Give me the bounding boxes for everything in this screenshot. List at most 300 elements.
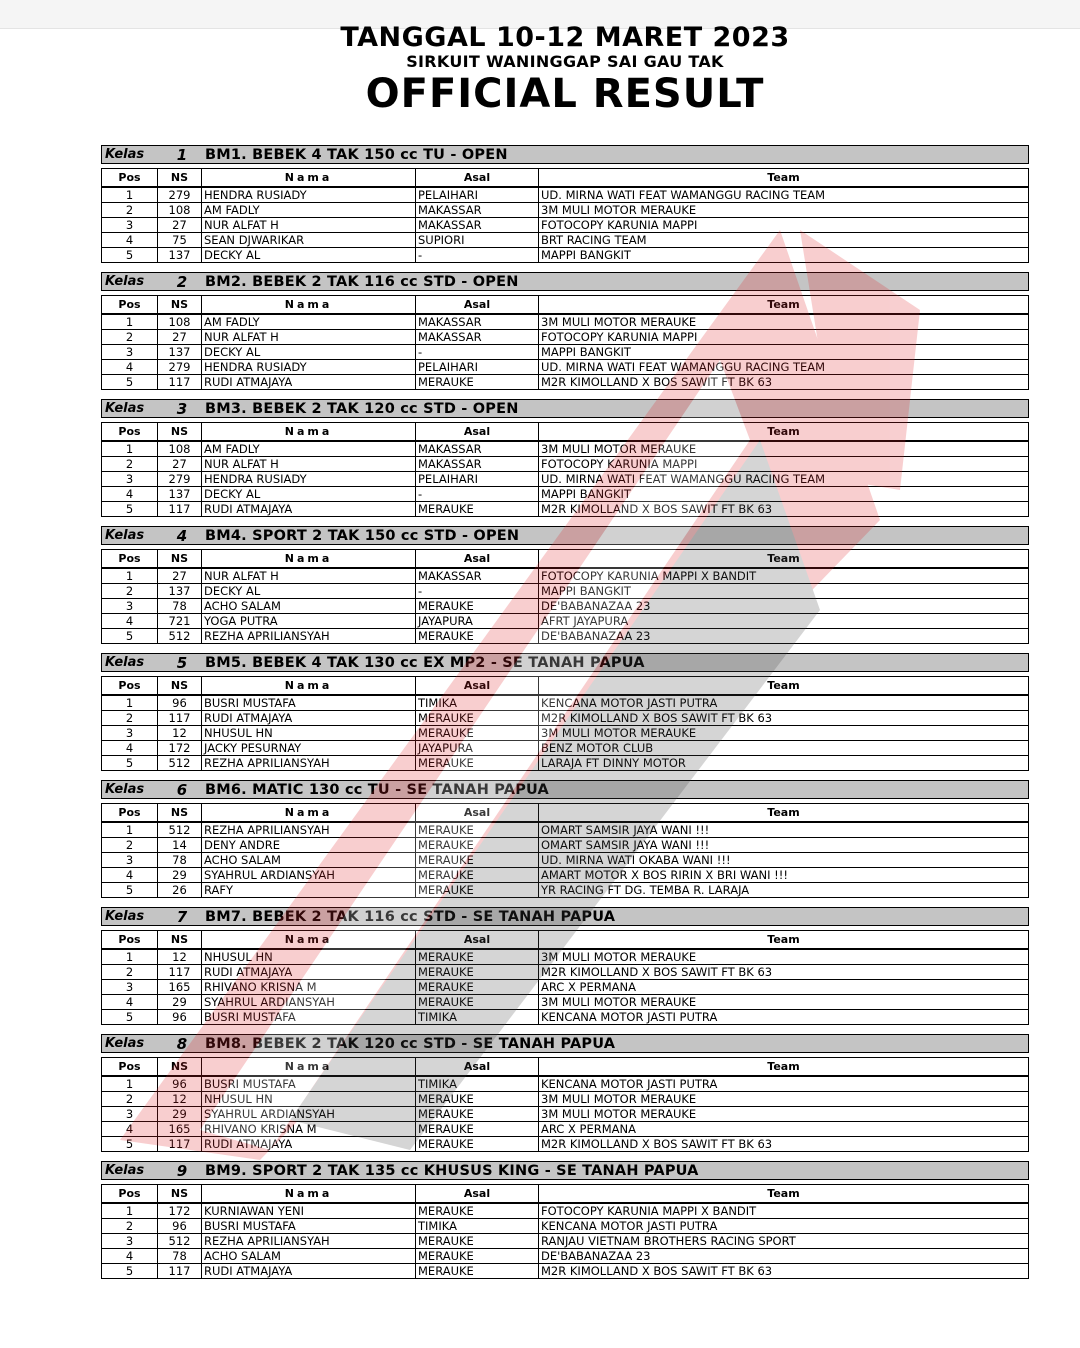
table-row bbox=[102, 457, 1029, 472]
cell-pos: 3 bbox=[102, 345, 158, 360]
cell-ns: 279 bbox=[158, 187, 202, 203]
cell-asal: MAKASSAR bbox=[416, 457, 539, 472]
cell-pos: 2 bbox=[102, 838, 158, 853]
cell-ns: 117 bbox=[158, 1264, 202, 1279]
cell-asal: PELAIHARI bbox=[416, 360, 539, 375]
col-ns: NS bbox=[158, 550, 202, 569]
cell-ns: 75 bbox=[158, 233, 202, 248]
col-team: Team bbox=[539, 677, 1029, 696]
col-team: Team bbox=[539, 550, 1029, 569]
cell-pos: 3 bbox=[102, 1234, 158, 1249]
cell-pos: 3 bbox=[102, 218, 158, 233]
cell-ns: 117 bbox=[158, 502, 202, 517]
col-pos: Pos bbox=[102, 804, 158, 823]
kelas-label: Kelas bbox=[105, 909, 145, 924]
col-ns: NS bbox=[158, 296, 202, 315]
kelas-block bbox=[101, 272, 1029, 399]
cell-nama: SYAHRUL ARDIANSYAH bbox=[202, 995, 416, 1010]
cell-ns: 279 bbox=[158, 360, 202, 375]
cell-team: FOTOCOPY KARUNIA MAPPI X BANDIT bbox=[539, 568, 1029, 584]
cell-team: KENCANA MOTOR JASTI PUTRA bbox=[539, 1219, 1029, 1234]
cell-nama: NUR ALFAT H bbox=[202, 457, 416, 472]
kelas-label: Kelas bbox=[105, 401, 145, 416]
cell-pos: 4 bbox=[102, 487, 158, 502]
table-row bbox=[102, 853, 1029, 868]
cell-pos: 4 bbox=[102, 614, 158, 629]
cell-asal: MERAUKE bbox=[416, 1122, 539, 1137]
results-table bbox=[101, 168, 1029, 263]
document-title: OFFICIAL RESULT bbox=[365, 71, 765, 117]
cell-nama: REZHA APRILIANSYAH bbox=[202, 756, 416, 771]
cell-nama: AM FADLY bbox=[202, 314, 416, 330]
cell-nama: RAFY bbox=[202, 883, 416, 898]
kelas-label: Kelas bbox=[105, 1163, 145, 1178]
cell-pos: 4 bbox=[102, 233, 158, 248]
cell-ns: 27 bbox=[158, 457, 202, 472]
cell-pos: 3 bbox=[102, 599, 158, 614]
table-row bbox=[102, 868, 1029, 883]
col-team: Team bbox=[539, 804, 1029, 823]
kelas-number: 6 bbox=[176, 780, 188, 799]
kelas-block bbox=[101, 907, 1029, 1034]
cell-pos: 1 bbox=[102, 314, 158, 330]
table-row bbox=[102, 1219, 1029, 1234]
cell-pos: 5 bbox=[102, 375, 158, 390]
cell-pos: 1 bbox=[102, 568, 158, 584]
cell-asal: MAKASSAR bbox=[416, 314, 539, 330]
cell-ns: 96 bbox=[158, 1076, 202, 1092]
kelas-name: BM4. SPORT 2 TAK 150 cc STD - OPEN bbox=[205, 527, 520, 544]
table-row bbox=[102, 883, 1029, 898]
cell-pos: 4 bbox=[102, 741, 158, 756]
kelas-label: Kelas bbox=[105, 1036, 145, 1051]
cell-team: AMART MOTOR X BOS RIRIN X BRI WANI !!! bbox=[539, 868, 1029, 883]
cell-asal: MERAUKE bbox=[416, 822, 539, 838]
cell-pos: 4 bbox=[102, 1249, 158, 1264]
cell-team: MAPPI BANGKIT bbox=[539, 345, 1029, 360]
kelas-name: BM3. BEBEK 2 TAK 120 cc STD - OPEN bbox=[205, 400, 519, 417]
table-row bbox=[102, 248, 1029, 263]
cell-ns: 12 bbox=[158, 726, 202, 741]
cell-nama: DECKY AL bbox=[202, 584, 416, 599]
table-header-row bbox=[102, 1185, 1029, 1204]
table-row bbox=[102, 1010, 1029, 1025]
col-ns: NS bbox=[158, 677, 202, 696]
table-header-row bbox=[102, 423, 1029, 442]
col-ns: NS bbox=[158, 804, 202, 823]
cell-pos: 5 bbox=[102, 248, 158, 263]
col-ns: NS bbox=[158, 1185, 202, 1204]
results-table bbox=[101, 676, 1029, 771]
table-row bbox=[102, 822, 1029, 838]
cell-ns: 137 bbox=[158, 584, 202, 599]
col-pos: Pos bbox=[102, 677, 158, 696]
cell-team: RANJAU VIETNAM BROTHERS RACING SPORT bbox=[539, 1234, 1029, 1249]
cell-asal: MAKASSAR bbox=[416, 218, 539, 233]
cell-asal: MERAUKE bbox=[416, 868, 539, 883]
cell-team: BENZ MOTOR CLUB bbox=[539, 741, 1029, 756]
table-row bbox=[102, 995, 1029, 1010]
kelas-header bbox=[101, 1034, 1029, 1053]
cell-ns: 108 bbox=[158, 314, 202, 330]
cell-asal: TIMIKA bbox=[416, 1010, 539, 1025]
cell-ns: 78 bbox=[158, 599, 202, 614]
results-sheet bbox=[101, 145, 1029, 1288]
cell-ns: 512 bbox=[158, 822, 202, 838]
kelas-name: BM9. SPORT 2 TAK 135 cc KHUSUS KING - SE TANAH PAPUA bbox=[205, 1162, 699, 1179]
cell-team: FOTOCOPY KARUNIA MAPPI X BANDIT bbox=[539, 1203, 1029, 1219]
cell-asal: MERAUKE bbox=[416, 838, 539, 853]
cell-asal: JAYAPURA bbox=[416, 614, 539, 629]
cell-ns: 12 bbox=[158, 1092, 202, 1107]
cell-asal: PELAIHARI bbox=[416, 472, 539, 487]
col-nama: Nama bbox=[202, 677, 416, 696]
cell-ns: 137 bbox=[158, 345, 202, 360]
kelas-header bbox=[101, 399, 1029, 418]
kelas-header bbox=[101, 526, 1029, 545]
table-row bbox=[102, 218, 1029, 233]
kelas-label: Kelas bbox=[105, 655, 145, 670]
kelas-name: BM7. BEBEK 2 TAK 116 cc STD - SE TANAH PAPUA bbox=[205, 908, 616, 925]
cell-ns: 29 bbox=[158, 1107, 202, 1122]
cell-pos: 2 bbox=[102, 1219, 158, 1234]
cell-team: M2R KIMOLLAND X BOS SAWIT FT BK 63 bbox=[539, 502, 1029, 517]
table-row bbox=[102, 756, 1029, 771]
cell-nama: YOGA PUTRA bbox=[202, 614, 416, 629]
cell-team: 3M MULI MOTOR MERAUKE bbox=[539, 203, 1029, 218]
kelas-header bbox=[101, 145, 1029, 164]
cell-pos: 1 bbox=[102, 1076, 158, 1092]
cell-asal: MERAUKE bbox=[416, 726, 539, 741]
cell-team: AFRT JAYAPURA bbox=[539, 614, 1029, 629]
col-team: Team bbox=[539, 296, 1029, 315]
cell-team: LARAJA FT DINNY MOTOR bbox=[539, 756, 1029, 771]
col-nama: Nama bbox=[202, 1185, 416, 1204]
kelas-header bbox=[101, 1161, 1029, 1180]
kelas-header bbox=[101, 653, 1029, 672]
col-asal: Asal bbox=[416, 1185, 539, 1204]
cell-asal: MERAUKE bbox=[416, 853, 539, 868]
table-row bbox=[102, 949, 1029, 965]
cell-ns: 96 bbox=[158, 1010, 202, 1025]
kelas-number: 5 bbox=[176, 653, 188, 672]
table-row bbox=[102, 965, 1029, 980]
table-row bbox=[102, 1137, 1029, 1152]
results-table bbox=[101, 549, 1029, 644]
kelas-header bbox=[101, 907, 1029, 926]
table-row bbox=[102, 360, 1029, 375]
cell-pos: 3 bbox=[102, 980, 158, 995]
col-pos: Pos bbox=[102, 931, 158, 950]
kelas-block bbox=[101, 1034, 1029, 1161]
col-nama: Nama bbox=[202, 804, 416, 823]
col-asal: Asal bbox=[416, 1058, 539, 1077]
cell-ns: 117 bbox=[158, 711, 202, 726]
kelas-block bbox=[101, 399, 1029, 526]
col-team: Team bbox=[539, 169, 1029, 188]
cell-team: DE'BABANAZAA 23 bbox=[539, 599, 1029, 614]
table-header-row bbox=[102, 931, 1029, 950]
table-row bbox=[102, 1076, 1029, 1092]
col-pos: Pos bbox=[102, 1058, 158, 1077]
cell-team: MAPPI BANGKIT bbox=[539, 487, 1029, 502]
kelas-name: BM5. BEBEK 4 TAK 130 cc EX MP2 - SE TANAH PAPUA bbox=[205, 654, 645, 671]
kelas-name: BM2. BEBEK 2 TAK 116 cc STD - OPEN bbox=[205, 273, 519, 290]
cell-asal: MERAUKE bbox=[416, 375, 539, 390]
kelas-number: 9 bbox=[176, 1161, 188, 1180]
cell-pos: 5 bbox=[102, 502, 158, 517]
cell-ns: 117 bbox=[158, 375, 202, 390]
table-row bbox=[102, 233, 1029, 248]
cell-pos: 1 bbox=[102, 822, 158, 838]
cell-ns: 78 bbox=[158, 853, 202, 868]
kelas-block bbox=[101, 780, 1029, 907]
cell-nama: JACKY PESURNAY bbox=[202, 741, 416, 756]
col-nama: Nama bbox=[202, 1058, 416, 1077]
table-row bbox=[102, 980, 1029, 995]
cell-pos: 5 bbox=[102, 1010, 158, 1025]
cell-pos: 2 bbox=[102, 1092, 158, 1107]
cell-asal: MERAUKE bbox=[416, 502, 539, 517]
cell-nama: REZHA APRILIANSYAH bbox=[202, 1234, 416, 1249]
col-asal: Asal bbox=[416, 804, 539, 823]
cell-pos: 4 bbox=[102, 995, 158, 1010]
table-row bbox=[102, 441, 1029, 457]
table-header-row bbox=[102, 677, 1029, 696]
table-row bbox=[102, 711, 1029, 726]
table-row bbox=[102, 187, 1029, 203]
cell-team: DE'BABANAZAA 23 bbox=[539, 1249, 1029, 1264]
cell-asal: MERAUKE bbox=[416, 1203, 539, 1219]
cell-nama: RUDI ATMAJAYA bbox=[202, 1137, 416, 1152]
cell-nama: RUDI ATMAJAYA bbox=[202, 711, 416, 726]
cell-ns: 29 bbox=[158, 868, 202, 883]
cell-pos: 2 bbox=[102, 711, 158, 726]
cell-nama: ACHO SALAM bbox=[202, 599, 416, 614]
table-row bbox=[102, 472, 1029, 487]
cell-nama: NHUSUL HN bbox=[202, 949, 416, 965]
event-date: TANGGAL 10-12 MARET 2023 bbox=[340, 22, 790, 53]
kelas-label: Kelas bbox=[105, 274, 145, 289]
cell-asal: TIMIKA bbox=[416, 695, 539, 711]
cell-ns: 512 bbox=[158, 629, 202, 644]
cell-ns: 108 bbox=[158, 203, 202, 218]
cell-team: OMART SAMSIR JAYA WANI !!! bbox=[539, 838, 1029, 853]
cell-ns: 117 bbox=[158, 965, 202, 980]
cell-ns: 137 bbox=[158, 487, 202, 502]
cell-asal: MERAUKE bbox=[416, 1234, 539, 1249]
col-pos: Pos bbox=[102, 423, 158, 442]
cell-asal: MAKASSAR bbox=[416, 203, 539, 218]
cell-nama: ACHO SALAM bbox=[202, 1249, 416, 1264]
cell-pos: 1 bbox=[102, 695, 158, 711]
kelas-name: BM1. BEBEK 4 TAK 150 cc TU - OPEN bbox=[205, 146, 508, 163]
cell-nama: DECKY AL bbox=[202, 487, 416, 502]
col-nama: Nama bbox=[202, 423, 416, 442]
cell-asal: - bbox=[416, 248, 539, 263]
cell-nama: NHUSUL HN bbox=[202, 726, 416, 741]
cell-team: KENCANA MOTOR JASTI PUTRA bbox=[539, 695, 1029, 711]
cell-asal: - bbox=[416, 584, 539, 599]
cell-pos: 5 bbox=[102, 883, 158, 898]
table-row bbox=[102, 1122, 1029, 1137]
table-row bbox=[102, 629, 1029, 644]
col-ns: NS bbox=[158, 931, 202, 950]
cell-nama: KURNIAWAN YENI bbox=[202, 1203, 416, 1219]
kelas-number: 2 bbox=[176, 272, 188, 291]
cell-pos: 5 bbox=[102, 756, 158, 771]
kelas-number: 4 bbox=[176, 526, 188, 545]
cell-nama: SEAN DJWARIKAR bbox=[202, 233, 416, 248]
cell-nama: SYAHRUL ARDIANSYAH bbox=[202, 1107, 416, 1122]
kelas-block bbox=[101, 145, 1029, 272]
cell-team: 3M MULI MOTOR MERAUKE bbox=[539, 314, 1029, 330]
cell-pos: 2 bbox=[102, 203, 158, 218]
table-row bbox=[102, 487, 1029, 502]
cell-team: 3M MULI MOTOR MERAUKE bbox=[539, 995, 1029, 1010]
cell-asal: MERAUKE bbox=[416, 1137, 539, 1152]
cell-ns: 165 bbox=[158, 980, 202, 995]
cell-ns: 27 bbox=[158, 218, 202, 233]
table-row bbox=[102, 502, 1029, 517]
cell-pos: 1 bbox=[102, 441, 158, 457]
cell-ns: 137 bbox=[158, 248, 202, 263]
col-team: Team bbox=[539, 423, 1029, 442]
cell-ns: 12 bbox=[158, 949, 202, 965]
cell-ns: 27 bbox=[158, 330, 202, 345]
cell-pos: 4 bbox=[102, 1122, 158, 1137]
table-row bbox=[102, 726, 1029, 741]
cell-ns: 172 bbox=[158, 1203, 202, 1219]
cell-team: MAPPI BANGKIT bbox=[539, 584, 1029, 599]
cell-team: M2R KIMOLLAND X BOS SAWIT FT BK 63 bbox=[539, 1137, 1029, 1152]
cell-team: UD. MIRNA WATI FEAT WAMANGGU RACING TEAM bbox=[539, 472, 1029, 487]
table-row bbox=[102, 695, 1029, 711]
cell-pos: 3 bbox=[102, 1107, 158, 1122]
cell-asal: MERAUKE bbox=[416, 1092, 539, 1107]
cell-nama: AM FADLY bbox=[202, 441, 416, 457]
col-ns: NS bbox=[158, 169, 202, 188]
cell-nama: BUSRI MUSTAFA bbox=[202, 1076, 416, 1092]
cell-ns: 96 bbox=[158, 695, 202, 711]
table-row bbox=[102, 1107, 1029, 1122]
cell-asal: TIMIKA bbox=[416, 1076, 539, 1092]
cell-team: 3M MULI MOTOR MERAUKE bbox=[539, 949, 1029, 965]
cell-team: M2R KIMOLLAND X BOS SAWIT FT BK 63 bbox=[539, 1264, 1029, 1279]
cell-pos: 3 bbox=[102, 853, 158, 868]
kelas-block bbox=[101, 653, 1029, 780]
cell-asal: PELAIHARI bbox=[416, 187, 539, 203]
cell-nama: HENDRA RUSIADY bbox=[202, 472, 416, 487]
cell-nama: ACHO SALAM bbox=[202, 853, 416, 868]
cell-ns: 117 bbox=[158, 1137, 202, 1152]
table-row bbox=[102, 614, 1029, 629]
cell-asal: MERAUKE bbox=[416, 1264, 539, 1279]
col-pos: Pos bbox=[102, 550, 158, 569]
table-header-row bbox=[102, 1058, 1029, 1077]
cell-team: ARC X PERMANA bbox=[539, 1122, 1029, 1137]
cell-pos: 3 bbox=[102, 472, 158, 487]
kelas-header bbox=[101, 272, 1029, 291]
col-asal: Asal bbox=[416, 550, 539, 569]
cell-pos: 1 bbox=[102, 949, 158, 965]
kelas-label: Kelas bbox=[105, 528, 145, 543]
cell-asal: MERAUKE bbox=[416, 711, 539, 726]
cell-pos: 1 bbox=[102, 187, 158, 203]
document-header bbox=[0, 24, 1080, 116]
cell-asal: MAKASSAR bbox=[416, 330, 539, 345]
cell-asal: MERAUKE bbox=[416, 599, 539, 614]
cell-asal: MERAUKE bbox=[416, 949, 539, 965]
col-asal: Asal bbox=[416, 677, 539, 696]
cell-pos: 4 bbox=[102, 360, 158, 375]
cell-nama: NUR ALFAT H bbox=[202, 218, 416, 233]
table-header-row bbox=[102, 296, 1029, 315]
cell-team: BRT RACING TEAM bbox=[539, 233, 1029, 248]
col-team: Team bbox=[539, 1058, 1029, 1077]
cell-nama: BUSRI MUSTAFA bbox=[202, 1010, 416, 1025]
cell-team: OMART SAMSIR JAYA WANI !!! bbox=[539, 822, 1029, 838]
cell-nama: BUSRI MUSTAFA bbox=[202, 1219, 416, 1234]
cell-team: ARC X PERMANA bbox=[539, 980, 1029, 995]
cell-pos: 2 bbox=[102, 457, 158, 472]
cell-ns: 721 bbox=[158, 614, 202, 629]
cell-team: KENCANA MOTOR JASTI PUTRA bbox=[539, 1010, 1029, 1025]
cell-ns: 512 bbox=[158, 756, 202, 771]
cell-team: MAPPI BANGKIT bbox=[539, 248, 1029, 263]
cell-ns: 165 bbox=[158, 1122, 202, 1137]
cell-ns: 78 bbox=[158, 1249, 202, 1264]
cell-asal: MERAUKE bbox=[416, 883, 539, 898]
col-pos: Pos bbox=[102, 169, 158, 188]
table-row bbox=[102, 203, 1029, 218]
kelas-number: 7 bbox=[176, 907, 188, 926]
kelas-number: 1 bbox=[176, 145, 188, 164]
cell-team: 3M MULI MOTOR MERAUKE bbox=[539, 441, 1029, 457]
cell-pos: 5 bbox=[102, 629, 158, 644]
cell-team: M2R KIMOLLAND X BOS SAWIT FT BK 63 bbox=[539, 711, 1029, 726]
cell-ns: 108 bbox=[158, 441, 202, 457]
cell-asal: MERAUKE bbox=[416, 756, 539, 771]
cell-ns: 14 bbox=[158, 838, 202, 853]
col-asal: Asal bbox=[416, 169, 539, 188]
cell-pos: 4 bbox=[102, 868, 158, 883]
cell-pos: 2 bbox=[102, 330, 158, 345]
cell-asal: MERAUKE bbox=[416, 980, 539, 995]
cell-pos: 5 bbox=[102, 1137, 158, 1152]
event-venue: SIRKUIT WANINGGAP SAI GAU TAK bbox=[406, 52, 724, 71]
cell-ns: 96 bbox=[158, 1219, 202, 1234]
table-row bbox=[102, 314, 1029, 330]
cell-team: M2R KIMOLLAND X BOS SAWIT FT BK 63 bbox=[539, 375, 1029, 390]
cell-team: UD. MIRNA WATI OKABA WANI !!! bbox=[539, 853, 1029, 868]
cell-asal: MERAUKE bbox=[416, 1107, 539, 1122]
cell-team: UD. MIRNA WATI FEAT WAMANGGU RACING TEAM bbox=[539, 187, 1029, 203]
col-asal: Asal bbox=[416, 931, 539, 950]
cell-ns: 27 bbox=[158, 568, 202, 584]
kelas-name: BM8. BEBEK 2 TAK 120 cc STD - SE TANAH PAPUA bbox=[205, 1035, 616, 1052]
cell-team: 3M MULI MOTOR MERAUKE bbox=[539, 1092, 1029, 1107]
col-asal: Asal bbox=[416, 296, 539, 315]
cell-ns: 172 bbox=[158, 741, 202, 756]
cell-nama: RUDI ATMAJAYA bbox=[202, 1264, 416, 1279]
results-table bbox=[101, 1057, 1029, 1152]
cell-asal: MAKASSAR bbox=[416, 568, 539, 584]
cell-ns: 29 bbox=[158, 995, 202, 1010]
table-row bbox=[102, 599, 1029, 614]
results-table bbox=[101, 422, 1029, 517]
table-row bbox=[102, 1234, 1029, 1249]
